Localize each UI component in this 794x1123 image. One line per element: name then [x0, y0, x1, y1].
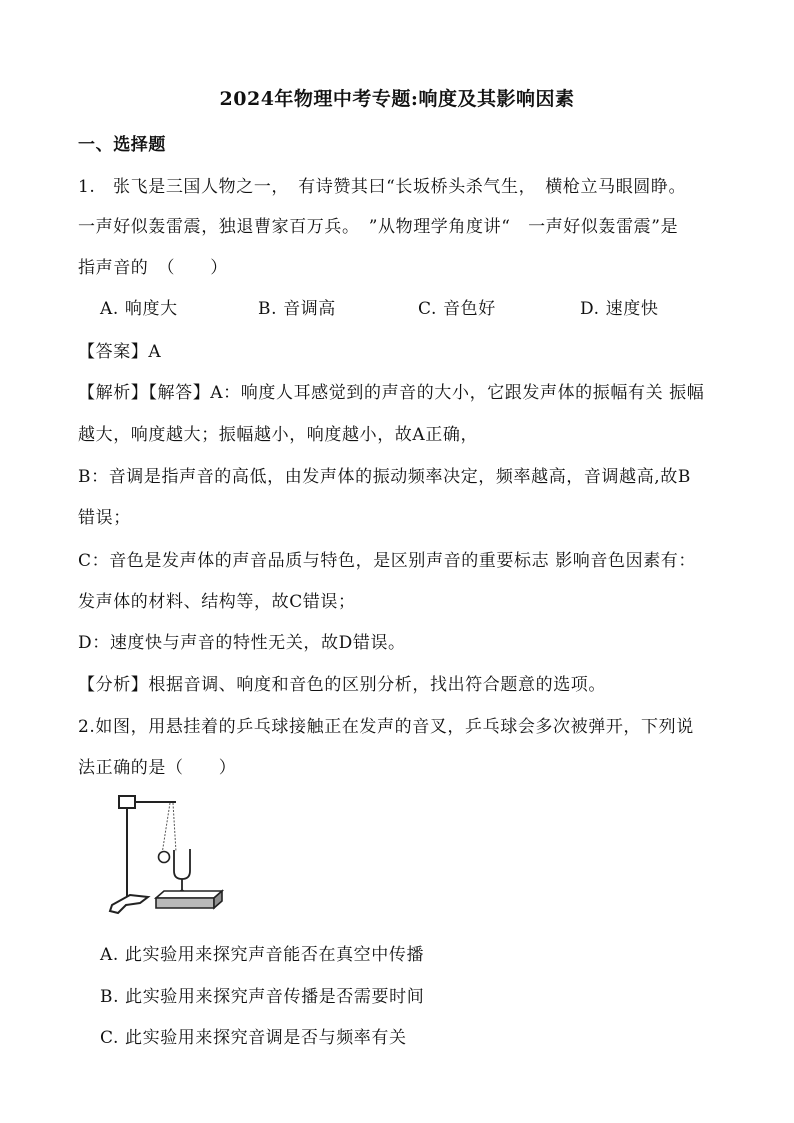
board-top — [156, 891, 222, 898]
q1-stem-line-3: 指声音的 （ ） — [78, 258, 228, 278]
stand-clamp — [119, 796, 135, 808]
q1-options — [100, 294, 760, 318]
stand-base — [110, 895, 148, 913]
q1-option-d: D. 速度快 — [580, 299, 659, 319]
q2-stem-line-1: 2.如图，用悬挂着的乒乓球接触正在发声的音叉，乒乓球会多次被弹开，下列说 — [78, 717, 694, 737]
q2-option-a: A. 此实验用来探究声音能否在真空中传播 — [100, 945, 425, 965]
q1-explanation-line-4: 错误； — [78, 508, 131, 528]
q2-stem-line-2: 法正确的是（ ） — [78, 758, 237, 778]
q1-analysis: 【分析】根据音调、响度和音色的区别分析，找出符合题意的选项。 — [78, 675, 606, 695]
board-front — [156, 898, 214, 908]
q1-stem-line-1: 1. 张飞是三国人物之一， 有诗赞其曰“长坂桥头杀气生， 横枪立马眼圆睁。 — [78, 177, 687, 197]
q1-stem-line-2: 一声好似轰雷震，独退曹家百万兵。 ”从物理学角度讲“ 一声好似轰雷震”是 — [78, 217, 679, 237]
q2-option-c: C. 此实验用来探究音调是否与频率有关 — [100, 1028, 407, 1048]
q1-explanation-line-2: 越大，响度越大；振幅越小，响度越小，故A正确， — [78, 425, 479, 445]
thread-left — [162, 803, 170, 854]
q1-answer: 【答案】A — [78, 342, 162, 362]
q1-explanation-line-5: C：音色是发声体的声音品质与特色，是区别声音的重要标志 影响音色因素有： — [78, 551, 697, 571]
q1-explanation-line-7: D：速度快与声音的特性无关，故D错误。 — [78, 633, 406, 653]
tuning-fork-experiment-figure — [96, 787, 231, 917]
q1-explanation-line-1: 【解析】【解答】A：响度人耳感觉到的声音的大小，它跟发声体的振幅有关 振幅 — [78, 383, 705, 403]
q1-explanation-line-3: B：音调是指声音的高低，由发声体的振动频率决定，频率越高，音调越高,故B — [78, 467, 691, 487]
thread-right — [173, 803, 176, 852]
q1-explanation-line-6: 发声体的材料、结构等，故C错误； — [78, 592, 356, 612]
section-heading: 一、选择题 — [78, 135, 166, 155]
ping-pong-ball — [159, 852, 170, 863]
q2-option-b: B. 此实验用来探究声音传播是否需要时间 — [100, 987, 425, 1007]
q1-option-a: A. 响度大 — [100, 299, 178, 319]
tuning-fork-prongs — [174, 849, 190, 879]
page-title: 2024年物理中考专题:响度及其影响因素 — [219, 88, 575, 110]
q1-option-b: B. 音调高 — [258, 299, 336, 319]
q1-option-c: C. 音色好 — [418, 299, 496, 319]
